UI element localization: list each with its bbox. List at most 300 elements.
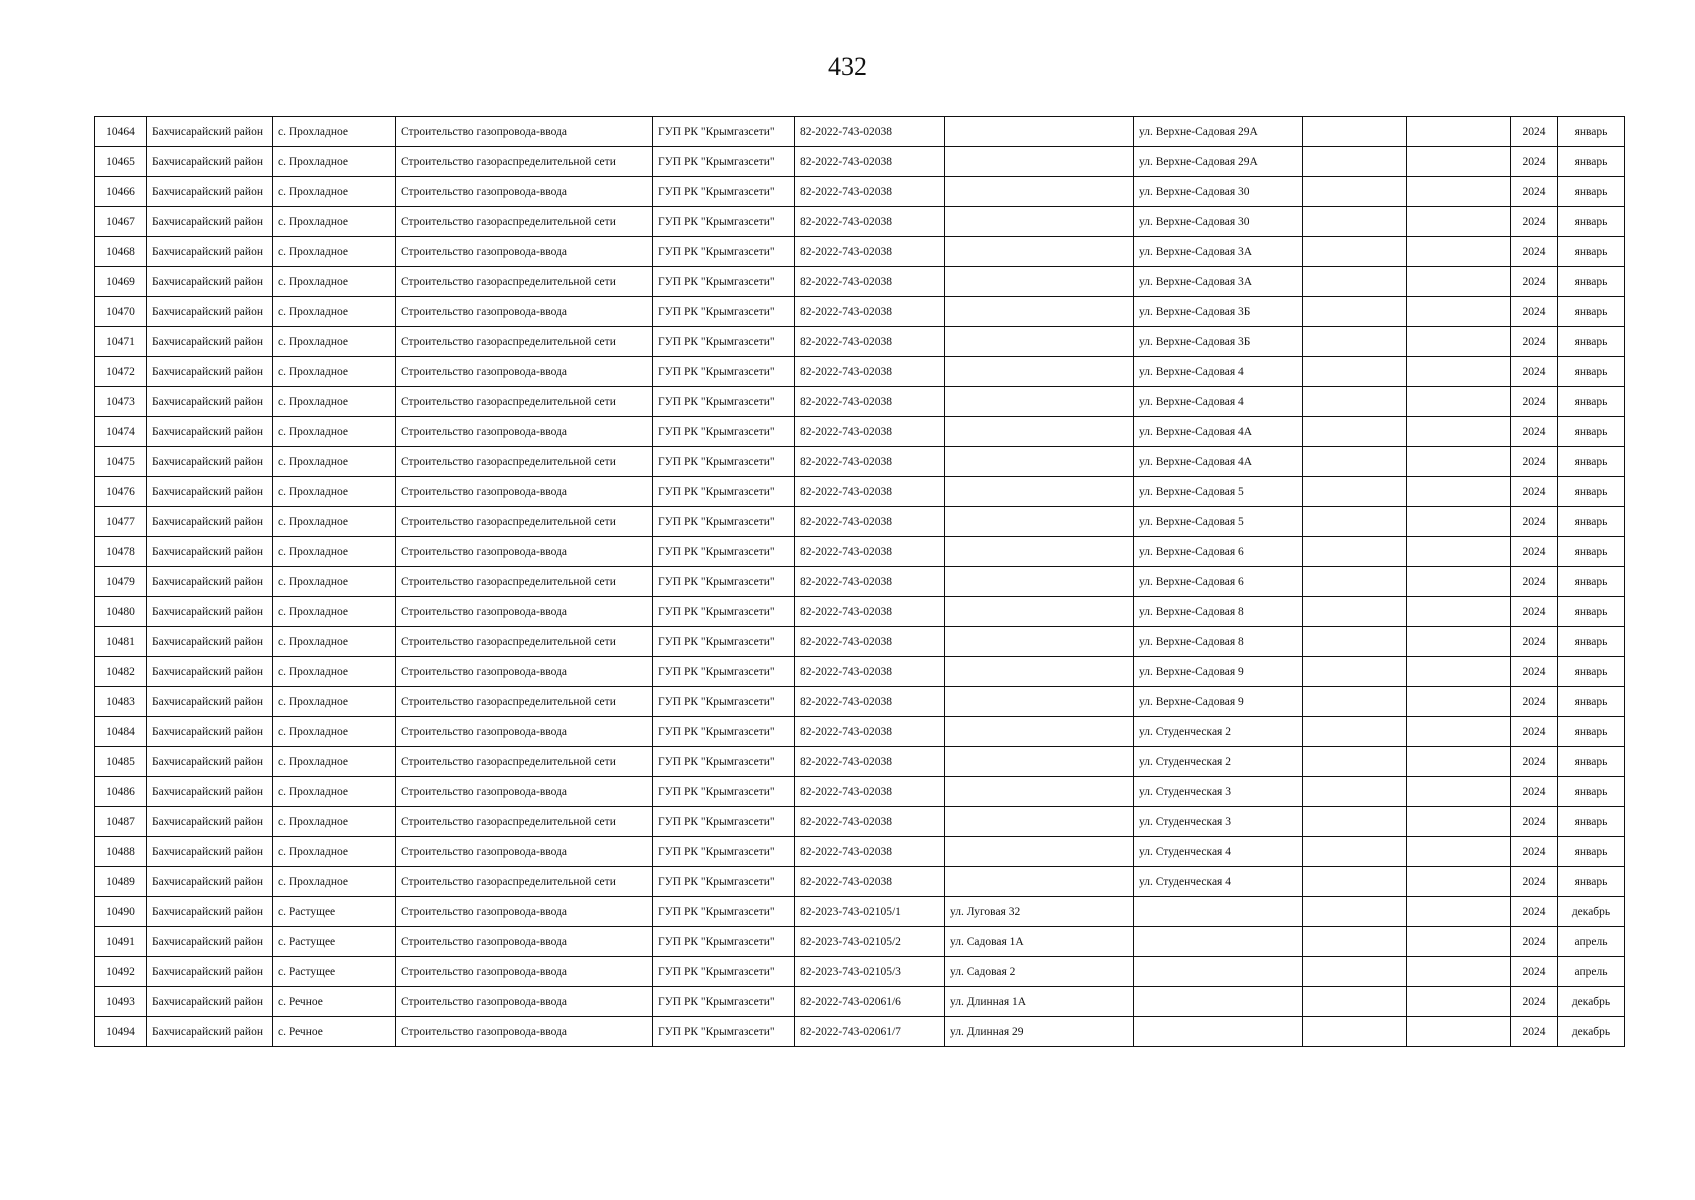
project-code-cell: 82-2022-743-02038: [795, 177, 945, 207]
work-type-cell: Строительство газопровода-ввода: [396, 777, 653, 807]
table-row: [95, 237, 1625, 267]
work-type-cell: Строительство газопровода-ввода: [396, 957, 653, 987]
year-cell: 2024: [1511, 387, 1558, 417]
work-type-cell: Строительство газопровода-ввода: [396, 987, 653, 1017]
month-cell: декабрь: [1558, 897, 1625, 927]
empty-cell: [1303, 357, 1407, 387]
work-type-cell: Строительство газопровода-ввода: [396, 477, 653, 507]
empty-cell: [1407, 627, 1511, 657]
empty-cell: [1303, 747, 1407, 777]
empty-cell: [1303, 657, 1407, 687]
work-type-cell: Строительство газопровода-ввода: [396, 657, 653, 687]
empty-cell: [1303, 507, 1407, 537]
project-code-cell: 82-2022-743-02038: [795, 477, 945, 507]
settlement-cell: с. Растущее: [273, 927, 396, 957]
address-cell: [945, 237, 1134, 267]
empty-cell: [1407, 657, 1511, 687]
empty-cell: [1303, 627, 1407, 657]
row-number: 10477: [95, 507, 147, 537]
district-cell: Бахчисарайский район: [147, 117, 273, 147]
empty-cell: [1303, 807, 1407, 837]
address-cell: [945, 387, 1134, 417]
empty-cell: [1407, 1017, 1511, 1047]
work-type-cell: Строительство газораспределительной сети: [396, 267, 653, 297]
year-cell: 2024: [1511, 657, 1558, 687]
empty-cell: [1407, 267, 1511, 297]
row-number: 10493: [95, 987, 147, 1017]
row-number: 10471: [95, 327, 147, 357]
district-cell: Бахчисарайский район: [147, 267, 273, 297]
project-code-cell: 82-2022-743-02038: [795, 567, 945, 597]
month-cell: январь: [1558, 447, 1625, 477]
empty-cell: [1303, 327, 1407, 357]
settlement-cell: с. Прохладное: [273, 717, 396, 747]
address-cell: [945, 537, 1134, 567]
address-cell-alt: ул. Верхне-Садовая 9: [1134, 657, 1303, 687]
work-type-cell: Строительство газопровода-ввода: [396, 1017, 653, 1047]
work-type-cell: Строительство газопровода-ввода: [396, 837, 653, 867]
year-cell: 2024: [1511, 537, 1558, 567]
organization-cell: ГУП РК "Крымгазсети": [653, 447, 795, 477]
year-cell: 2024: [1511, 567, 1558, 597]
settlement-cell: с. Прохладное: [273, 327, 396, 357]
row-number: 10482: [95, 657, 147, 687]
empty-cell: [1303, 537, 1407, 567]
row-number: 10470: [95, 297, 147, 327]
table-row: [95, 717, 1625, 747]
table-row: [95, 357, 1625, 387]
table-row: [95, 567, 1625, 597]
row-number: 10491: [95, 927, 147, 957]
table-row: [95, 177, 1625, 207]
settlement-cell: с. Прохладное: [273, 297, 396, 327]
row-number: 10474: [95, 417, 147, 447]
organization-cell: ГУП РК "Крымгазсети": [653, 837, 795, 867]
address-cell: [945, 417, 1134, 447]
year-cell: 2024: [1511, 957, 1558, 987]
address-cell-alt: ул. Верхне-Садовая 4А: [1134, 417, 1303, 447]
empty-cell: [1303, 567, 1407, 597]
year-cell: 2024: [1511, 357, 1558, 387]
project-code-cell: 82-2022-743-02038: [795, 207, 945, 237]
organization-cell: ГУП РК "Крымгазсети": [653, 327, 795, 357]
district-cell: Бахчисарайский район: [147, 987, 273, 1017]
table-row: [95, 777, 1625, 807]
district-cell: Бахчисарайский район: [147, 417, 273, 447]
district-cell: Бахчисарайский район: [147, 687, 273, 717]
district-cell: Бахчисарайский район: [147, 897, 273, 927]
year-cell: 2024: [1511, 267, 1558, 297]
project-code-cell: 82-2022-743-02038: [795, 597, 945, 627]
register-table: [94, 116, 1625, 1047]
page-number: 432: [828, 52, 867, 81]
row-number: 10465: [95, 147, 147, 177]
address-cell-alt: ул. Студенческая 3: [1134, 807, 1303, 837]
work-type-cell: Строительство газораспределительной сети: [396, 867, 653, 897]
year-cell: 2024: [1511, 1017, 1558, 1047]
empty-cell: [1407, 597, 1511, 627]
district-cell: Бахчисарайский район: [147, 207, 273, 237]
settlement-cell: с. Прохладное: [273, 147, 396, 177]
address-cell-alt: ул. Верхне-Садовая 8: [1134, 597, 1303, 627]
project-code-cell: 82-2022-743-02038: [795, 297, 945, 327]
settlement-cell: с. Прохладное: [273, 447, 396, 477]
organization-cell: ГУП РК "Крымгазсети": [653, 747, 795, 777]
address-cell-alt: ул. Верхне-Садовая 3Б: [1134, 327, 1303, 357]
settlement-cell: с. Прохладное: [273, 837, 396, 867]
month-cell: январь: [1558, 717, 1625, 747]
empty-cell: [1407, 507, 1511, 537]
month-cell: январь: [1558, 417, 1625, 447]
project-code-cell: 82-2023-743-02105/2: [795, 927, 945, 957]
address-cell: [945, 327, 1134, 357]
row-number: 10492: [95, 957, 147, 987]
organization-cell: ГУП РК "Крымгазсети": [653, 987, 795, 1017]
month-cell: январь: [1558, 237, 1625, 267]
work-type-cell: Строительство газораспределительной сети: [396, 627, 653, 657]
project-code-cell: 82-2022-743-02038: [795, 267, 945, 297]
district-cell: Бахчисарайский район: [147, 507, 273, 537]
organization-cell: ГУП РК "Крымгазсети": [653, 237, 795, 267]
project-code-cell: 82-2022-743-02061/7: [795, 1017, 945, 1047]
address-cell-alt: ул. Верхне-Садовая 4: [1134, 387, 1303, 417]
address-cell: [945, 567, 1134, 597]
address-cell: [945, 177, 1134, 207]
work-type-cell: Строительство газопровода-ввода: [396, 717, 653, 747]
empty-cell: [1407, 117, 1511, 147]
organization-cell: ГУП РК "Крымгазсети": [653, 627, 795, 657]
row-number: 10472: [95, 357, 147, 387]
empty-cell: [1303, 1017, 1407, 1047]
address-cell: [945, 687, 1134, 717]
table-row: [95, 267, 1625, 297]
table-row: [95, 837, 1625, 867]
organization-cell: ГУП РК "Крымгазсети": [653, 507, 795, 537]
table-row: [95, 417, 1625, 447]
year-cell: 2024: [1511, 627, 1558, 657]
address-cell: [945, 447, 1134, 477]
settlement-cell: с. Прохладное: [273, 597, 396, 627]
empty-cell: [1303, 717, 1407, 747]
empty-cell: [1303, 987, 1407, 1017]
address-cell: ул. Луговая 32: [945, 897, 1134, 927]
year-cell: 2024: [1511, 897, 1558, 927]
row-number: 10468: [95, 237, 147, 267]
month-cell: январь: [1558, 147, 1625, 177]
empty-cell: [1407, 357, 1511, 387]
table-row: [95, 957, 1625, 987]
district-cell: Бахчисарайский район: [147, 477, 273, 507]
month-cell: январь: [1558, 177, 1625, 207]
year-cell: 2024: [1511, 207, 1558, 237]
project-code-cell: 82-2022-743-02038: [795, 387, 945, 417]
work-type-cell: Строительство газораспределительной сети: [396, 507, 653, 537]
row-number: 10481: [95, 627, 147, 657]
settlement-cell: с. Прохладное: [273, 237, 396, 267]
table-row: [95, 627, 1625, 657]
district-cell: Бахчисарайский район: [147, 447, 273, 477]
address-cell-alt: [1134, 1017, 1303, 1047]
month-cell: январь: [1558, 297, 1625, 327]
empty-cell: [1407, 477, 1511, 507]
work-type-cell: Строительство газопровода-ввода: [396, 927, 653, 957]
month-cell: январь: [1558, 867, 1625, 897]
organization-cell: ГУП РК "Крымгазсети": [653, 687, 795, 717]
work-type-cell: Строительство газопровода-ввода: [396, 237, 653, 267]
row-number: 10479: [95, 567, 147, 597]
address-cell: [945, 267, 1134, 297]
address-cell: [945, 627, 1134, 657]
month-cell: январь: [1558, 567, 1625, 597]
empty-cell: [1407, 567, 1511, 597]
organization-cell: ГУП РК "Крымгазсети": [653, 807, 795, 837]
project-code-cell: 82-2022-743-02038: [795, 537, 945, 567]
year-cell: 2024: [1511, 237, 1558, 267]
empty-cell: [1303, 837, 1407, 867]
work-type-cell: Строительство газопровода-ввода: [396, 537, 653, 567]
address-cell-alt: ул. Студенческая 3: [1134, 777, 1303, 807]
organization-cell: ГУП РК "Крымгазсети": [653, 477, 795, 507]
month-cell: январь: [1558, 207, 1625, 237]
address-cell: [945, 867, 1134, 897]
address-cell-alt: ул. Верхне-Садовая 6: [1134, 567, 1303, 597]
table-row: [95, 597, 1625, 627]
empty-cell: [1407, 807, 1511, 837]
project-code-cell: 82-2022-743-02038: [795, 117, 945, 147]
address-cell: ул. Садовая 1А: [945, 927, 1134, 957]
year-cell: 2024: [1511, 177, 1558, 207]
month-cell: январь: [1558, 477, 1625, 507]
row-number: 10484: [95, 717, 147, 747]
table-row: [95, 657, 1625, 687]
settlement-cell: с. Прохладное: [273, 687, 396, 717]
empty-cell: [1407, 327, 1511, 357]
work-type-cell: Строительство газопровода-ввода: [396, 897, 653, 927]
address-cell-alt: ул. Студенческая 2: [1134, 747, 1303, 777]
project-code-cell: 82-2022-743-02038: [795, 447, 945, 477]
settlement-cell: с. Прохладное: [273, 657, 396, 687]
row-number: 10494: [95, 1017, 147, 1047]
address-cell-alt: [1134, 897, 1303, 927]
district-cell: Бахчисарайский район: [147, 777, 273, 807]
row-number: 10487: [95, 807, 147, 837]
project-code-cell: 82-2022-743-02038: [795, 837, 945, 867]
organization-cell: ГУП РК "Крымгазсети": [653, 1017, 795, 1047]
row-number: 10490: [95, 897, 147, 927]
district-cell: Бахчисарайский район: [147, 357, 273, 387]
settlement-cell: с. Прохладное: [273, 747, 396, 777]
address-cell: [945, 777, 1134, 807]
table-row: [95, 327, 1625, 357]
empty-cell: [1303, 897, 1407, 927]
year-cell: 2024: [1511, 507, 1558, 537]
address-cell-alt: ул. Верхне-Садовая 6: [1134, 537, 1303, 567]
empty-cell: [1407, 537, 1511, 567]
address-cell: [945, 117, 1134, 147]
year-cell: 2024: [1511, 447, 1558, 477]
month-cell: январь: [1558, 537, 1625, 567]
district-cell: Бахчисарайский район: [147, 297, 273, 327]
work-type-cell: Строительство газопровода-ввода: [396, 177, 653, 207]
district-cell: Бахчисарайский район: [147, 237, 273, 267]
district-cell: Бахчисарайский район: [147, 537, 273, 567]
work-type-cell: Строительство газопровода-ввода: [396, 597, 653, 627]
empty-cell: [1303, 867, 1407, 897]
table-row: [95, 1017, 1625, 1047]
address-cell: [945, 357, 1134, 387]
organization-cell: ГУП РК "Крымгазсети": [653, 597, 795, 627]
empty-cell: [1407, 447, 1511, 477]
empty-cell: [1407, 777, 1511, 807]
year-cell: 2024: [1511, 747, 1558, 777]
address-cell: [945, 297, 1134, 327]
row-number: 10485: [95, 747, 147, 777]
year-cell: 2024: [1511, 327, 1558, 357]
table-row: [95, 897, 1625, 927]
district-cell: Бахчисарайский район: [147, 717, 273, 747]
district-cell: Бахчисарайский район: [147, 327, 273, 357]
year-cell: 2024: [1511, 147, 1558, 177]
organization-cell: ГУП РК "Крымгазсети": [653, 927, 795, 957]
address-cell: [945, 477, 1134, 507]
settlement-cell: с. Растущее: [273, 957, 396, 987]
project-code-cell: 82-2022-743-02038: [795, 627, 945, 657]
month-cell: январь: [1558, 837, 1625, 867]
address-cell-alt: ул. Верхне-Садовая 4А: [1134, 447, 1303, 477]
organization-cell: ГУП РК "Крымгазсети": [653, 207, 795, 237]
row-number: 10488: [95, 837, 147, 867]
empty-cell: [1303, 957, 1407, 987]
organization-cell: ГУП РК "Крымгазсети": [653, 777, 795, 807]
empty-cell: [1407, 417, 1511, 447]
address-cell-alt: ул. Верхне-Садовая 9: [1134, 687, 1303, 717]
empty-cell: [1407, 987, 1511, 1017]
empty-cell: [1303, 147, 1407, 177]
month-cell: январь: [1558, 327, 1625, 357]
address-cell-alt: [1134, 957, 1303, 987]
district-cell: Бахчисарайский район: [147, 807, 273, 837]
settlement-cell: с. Прохладное: [273, 507, 396, 537]
organization-cell: ГУП РК "Крымгазсети": [653, 897, 795, 927]
settlement-cell: с. Прохладное: [273, 207, 396, 237]
year-cell: 2024: [1511, 297, 1558, 327]
empty-cell: [1407, 237, 1511, 267]
work-type-cell: Строительство газопровода-ввода: [396, 417, 653, 447]
month-cell: январь: [1558, 597, 1625, 627]
address-cell-alt: ул. Студенческая 2: [1134, 717, 1303, 747]
work-type-cell: Строительство газораспределительной сети: [396, 567, 653, 597]
settlement-cell: с. Растущее: [273, 897, 396, 927]
year-cell: 2024: [1511, 597, 1558, 627]
settlement-cell: с. Прохладное: [273, 477, 396, 507]
month-cell: январь: [1558, 387, 1625, 417]
address-cell: [945, 507, 1134, 537]
table-row: [95, 447, 1625, 477]
project-code-cell: 82-2022-743-02061/6: [795, 987, 945, 1017]
organization-cell: ГУП РК "Крымгазсети": [653, 567, 795, 597]
month-cell: январь: [1558, 117, 1625, 147]
table-row: [95, 117, 1625, 147]
empty-cell: [1407, 147, 1511, 177]
address-cell-alt: ул. Верхне-Садовая 4: [1134, 357, 1303, 387]
settlement-cell: с. Речное: [273, 1017, 396, 1047]
address-cell: ул. Длинная 1А: [945, 987, 1134, 1017]
month-cell: январь: [1558, 807, 1625, 837]
month-cell: декабрь: [1558, 1017, 1625, 1047]
month-cell: апрель: [1558, 957, 1625, 987]
settlement-cell: с. Прохладное: [273, 417, 396, 447]
year-cell: 2024: [1511, 807, 1558, 837]
address-cell-alt: ул. Верхне-Садовая 5: [1134, 477, 1303, 507]
work-type-cell: Строительство газораспределительной сети: [396, 807, 653, 837]
work-type-cell: Строительство газопровода-ввода: [396, 297, 653, 327]
organization-cell: ГУП РК "Крымгазсети": [653, 657, 795, 687]
settlement-cell: с. Прохладное: [273, 267, 396, 297]
table-row: [95, 207, 1625, 237]
empty-cell: [1303, 297, 1407, 327]
empty-cell: [1303, 207, 1407, 237]
table-row: [95, 507, 1625, 537]
project-code-cell: 82-2022-743-02038: [795, 657, 945, 687]
district-cell: Бахчисарайский район: [147, 177, 273, 207]
work-type-cell: Строительство газораспределительной сети: [396, 387, 653, 417]
district-cell: Бахчисарайский район: [147, 837, 273, 867]
settlement-cell: с. Прохладное: [273, 567, 396, 597]
empty-cell: [1303, 117, 1407, 147]
row-number: 10489: [95, 867, 147, 897]
empty-cell: [1303, 237, 1407, 267]
row-number: 10476: [95, 477, 147, 507]
empty-cell: [1303, 777, 1407, 807]
month-cell: апрель: [1558, 927, 1625, 957]
year-cell: 2024: [1511, 837, 1558, 867]
work-type-cell: Строительство газораспределительной сети: [396, 687, 653, 717]
organization-cell: ГУП РК "Крымгазсети": [653, 117, 795, 147]
project-code-cell: 82-2022-743-02038: [795, 507, 945, 537]
year-cell: 2024: [1511, 477, 1558, 507]
organization-cell: ГУП РК "Крымгазсети": [653, 357, 795, 387]
district-cell: Бахчисарайский район: [147, 747, 273, 777]
settlement-cell: с. Прохладное: [273, 537, 396, 567]
address-cell-alt: [1134, 927, 1303, 957]
row-number: 10464: [95, 117, 147, 147]
empty-cell: [1303, 177, 1407, 207]
organization-cell: ГУП РК "Крымгазсети": [653, 717, 795, 747]
empty-cell: [1407, 897, 1511, 927]
table-row: [95, 387, 1625, 417]
address-cell-alt: ул. Студенческая 4: [1134, 867, 1303, 897]
row-number: 10466: [95, 177, 147, 207]
empty-cell: [1303, 447, 1407, 477]
address-cell-alt: ул. Верхне-Садовая 30: [1134, 207, 1303, 237]
settlement-cell: с. Прохладное: [273, 807, 396, 837]
address-cell-alt: ул. Верхне-Садовая 30: [1134, 177, 1303, 207]
table-row: [95, 477, 1625, 507]
year-cell: 2024: [1511, 987, 1558, 1017]
settlement-cell: с. Прохладное: [273, 357, 396, 387]
month-cell: январь: [1558, 657, 1625, 687]
settlement-cell: с. Прохладное: [273, 867, 396, 897]
organization-cell: ГУП РК "Крымгазсети": [653, 417, 795, 447]
work-type-cell: Строительство газораспределительной сети: [396, 207, 653, 237]
table-row: [95, 687, 1625, 717]
project-code-cell: 82-2022-743-02038: [795, 687, 945, 717]
work-type-cell: Строительство газораспределительной сети: [396, 147, 653, 177]
empty-cell: [1407, 927, 1511, 957]
organization-cell: ГУП РК "Крымгазсети": [653, 147, 795, 177]
address-cell: [945, 147, 1134, 177]
project-code-cell: 82-2022-743-02038: [795, 747, 945, 777]
